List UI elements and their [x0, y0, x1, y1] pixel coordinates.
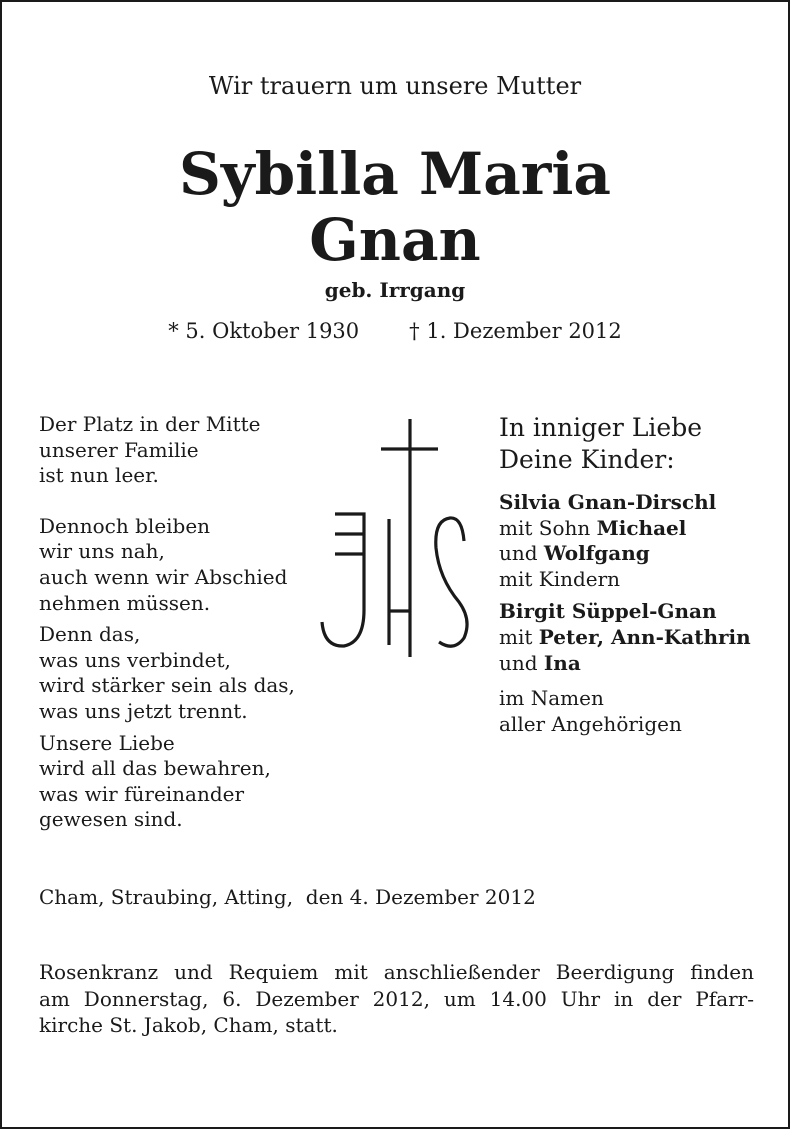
intro-line: Wir trauern um unsere Mutter — [208, 72, 582, 100]
child-1-name: Silvia Gnan-Dirschl — [499, 490, 717, 514]
poem-stanza-3: Denn das, was uns verbindet, wird stärker sein als das, was uns jetzt trennt. — [39, 622, 295, 723]
birth-date: * 5. Oktober 1930 — [168, 319, 360, 343]
child-1-line-2-prefix: mit Sohn — [499, 515, 597, 540]
service-line-2: am Donnerstag, 6. Dezember 2012, um 14.00 Uhr in der Pfarr- — [39, 986, 754, 1011]
deceased-name-line-1: Sybilla Maria — [179, 140, 611, 208]
closing-line-2: aller Angehörigen — [499, 711, 682, 736]
place-and-date: Cham, Straubing, Atting, den 4. Dezember 2012 — [39, 885, 536, 909]
child-1-line-3 — [499, 541, 774, 567]
grandchildren-peter-ann-kathrin: Peter, Ann-Kathrin — [538, 624, 751, 649]
child-1-block — [499, 490, 774, 592]
closing-line-1: im Namen — [499, 686, 604, 711]
deceased-name-line-2: Gnan — [309, 206, 481, 274]
poem-stanza-1: Der Platz in der Mitte unserer Familie ist nun leer. — [39, 412, 261, 488]
service-line-1: Rosenkranz und Requiem mit anschließender Beerdigung finden — [39, 960, 754, 984]
maiden-name: geb. Irrgang — [324, 278, 466, 302]
child-2-block — [499, 599, 774, 676]
grandchild-michael: Michael — [596, 515, 687, 540]
closing-block — [499, 686, 774, 737]
death-date: † 1. Dezember 2012 — [409, 319, 622, 343]
grandchild-ina: Ina — [543, 650, 581, 675]
funeral-service-info — [39, 959, 754, 1039]
grandchild-wolfgang: Wolfgang — [543, 541, 650, 566]
poem — [39, 412, 329, 833]
poem-stanza-2: Dennoch bleiben wir uns nah, auch wenn wir Abschied nehmen müssen. — [39, 513, 288, 615]
child-1-line-3-prefix: und — [499, 541, 544, 566]
cross-ihs-monogram-icon — [302, 414, 477, 664]
poem-stanza-4: Unsere Liebe wird all das bewahren, was wir füreinander gewesen sind. — [39, 730, 271, 832]
child-2-name: Birgit Süppel-Gnan — [499, 599, 717, 624]
child-2-line-2-prefix: mit — [499, 624, 539, 649]
child-2-line-3-prefix: und — [499, 650, 544, 675]
child-1-line-4: mit Kindern — [499, 566, 621, 591]
letter-s — [436, 518, 467, 646]
life-dates — [2, 319, 788, 343]
child-1-line-2 — [499, 516, 774, 542]
child-2-line-2 — [499, 625, 774, 651]
service-line-3: kirche St. Jakob, Cham, statt. — [39, 1013, 338, 1037]
family-intro: In inniger Liebe Deine Kinder: — [499, 413, 703, 474]
child-2-line-3 — [499, 651, 774, 677]
family-signatures — [499, 412, 774, 737]
